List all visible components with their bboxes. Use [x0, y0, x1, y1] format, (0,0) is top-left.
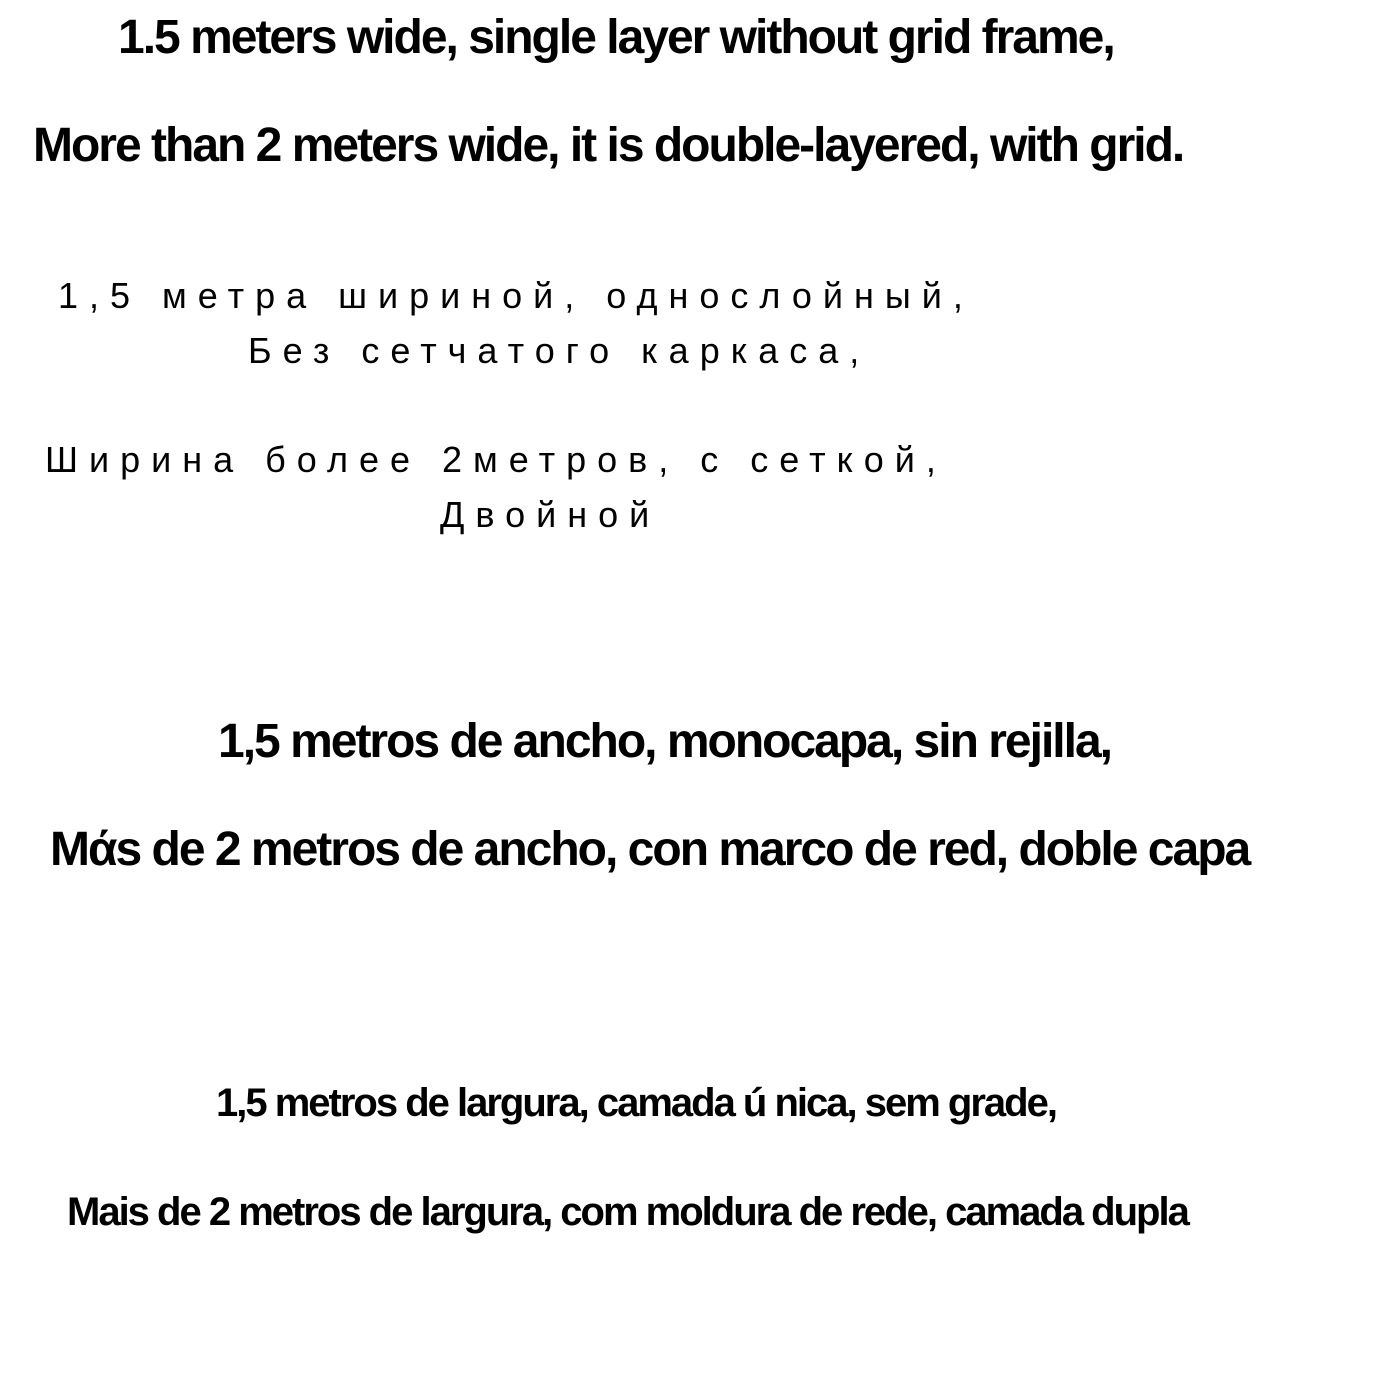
spanish-line-2: Mάs de 2 metros de ancho, con marco de red, doble capa — [50, 823, 1250, 876]
russian-line-3: Ширина более 2метров, с сеткой, — [45, 439, 947, 480]
russian-line-2: Без сетчатого каркаса, — [248, 330, 871, 371]
russian-line-4: Двойной — [440, 494, 661, 535]
english-line-1: 1.5 meters wide, single layer without grid frame, — [118, 11, 1114, 64]
english-line-2: More than 2 meters wide, it is double-layered, with grid. — [33, 119, 1184, 172]
russian-line-1: 1,5 метра шириной, однослойный, — [58, 275, 974, 316]
spanish-line-1: 1,5 metros de ancho, monocapa, sin rejilla, — [218, 715, 1111, 768]
portuguese-line-1: 1,5 metros de largura, camada ú nica, sem grade, — [216, 1081, 1056, 1125]
portuguese-line-2: Mais de 2 metros de largura, com moldura de rede, camada dupla — [67, 1190, 1188, 1234]
